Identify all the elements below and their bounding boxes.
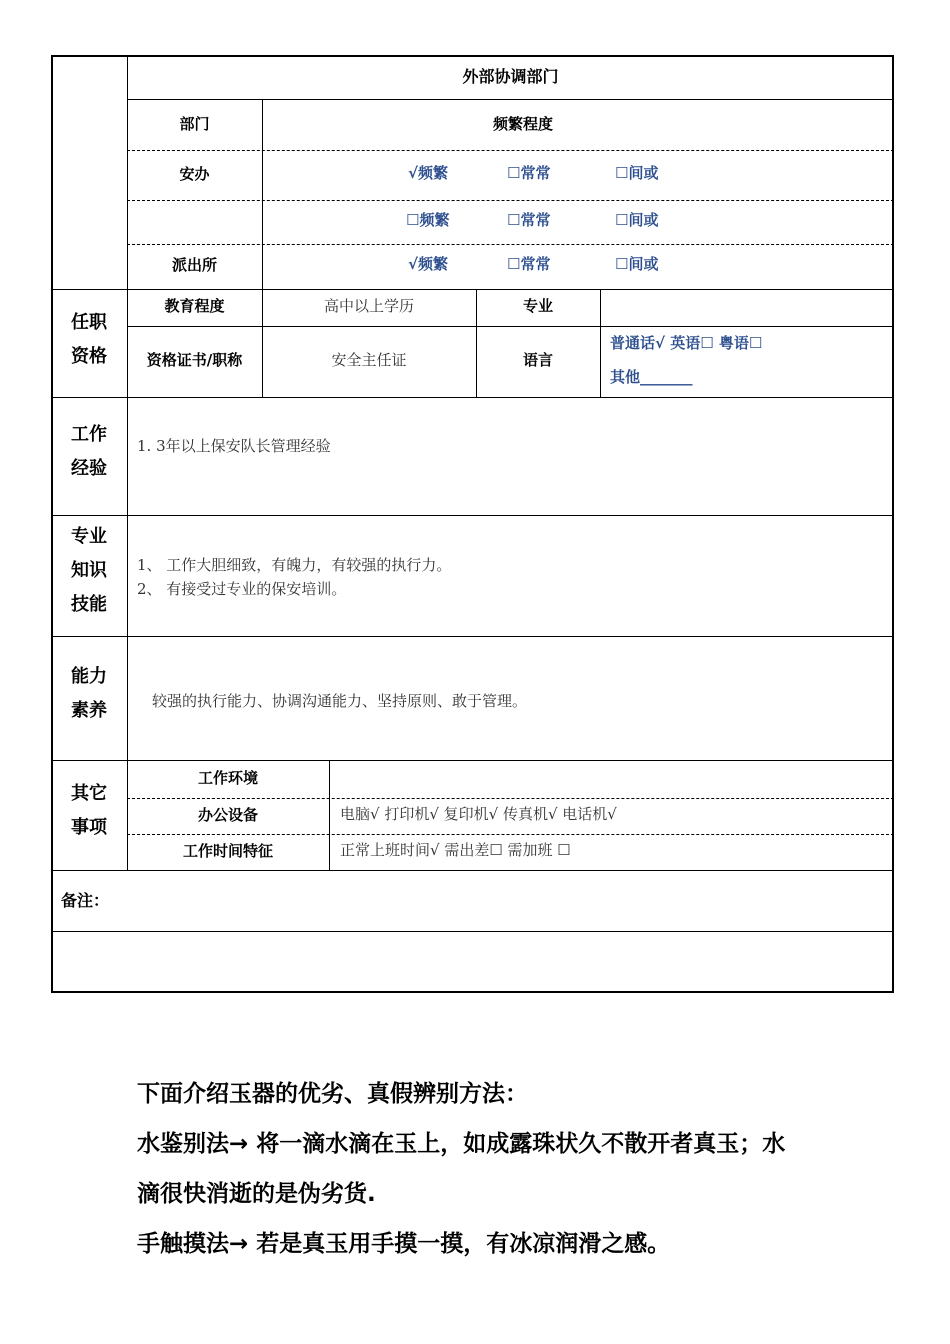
experience-label: 工作 经验 bbox=[71, 424, 107, 479]
article-line: 水鉴别法→ 将一滴水滴在玉上，如成露珠状久不散开者真玉；水 bbox=[137, 1131, 786, 1157]
work-time-value: 正常上班时间√ 需出差☐ 需加班 ☐ bbox=[340, 841, 571, 859]
environment-label: 工作环境 bbox=[197, 769, 258, 787]
ability-text: 较强的执行能力、协调沟通能力、坚持原则、敢于管理。 bbox=[152, 692, 528, 710]
external-title: 外部协调部门 bbox=[462, 67, 559, 86]
divider bbox=[51, 931, 894, 932]
frequency-option: ☐间或 bbox=[615, 211, 659, 229]
article-line: 下面介绍玉器的优劣、真假辨别方法： bbox=[137, 1081, 528, 1107]
major-label: 专业 bbox=[522, 297, 553, 315]
language-other: 其他_______ bbox=[610, 368, 693, 386]
divider bbox=[51, 870, 894, 871]
language-options: 普通话√ 英语☐ 粤语☐ bbox=[610, 334, 763, 352]
frequency-option: √频繁 bbox=[408, 164, 449, 182]
other-label: 其它 事项 bbox=[71, 783, 107, 838]
dept-name: 派出所 bbox=[171, 256, 217, 274]
dashed-divider bbox=[127, 834, 894, 835]
certificate-label: 资格证书/职称 bbox=[146, 351, 243, 369]
divider bbox=[127, 99, 894, 100]
remarks-label: 备注： bbox=[61, 891, 110, 910]
frequency-option: ☐间或 bbox=[615, 164, 659, 182]
skills-label: 专业 知识 技能 bbox=[71, 526, 107, 615]
frequency-option: ☐间或 bbox=[615, 255, 659, 273]
language-label: 语言 bbox=[522, 351, 553, 369]
divider bbox=[127, 326, 894, 327]
dashed-divider bbox=[127, 798, 894, 799]
article-line: 滴很快消逝的是伪劣货. bbox=[137, 1181, 376, 1207]
divider bbox=[51, 397, 894, 398]
frequency-option: ☐常常 bbox=[507, 255, 551, 273]
skill-item: 2、 有接受过专业的保安培训。 bbox=[137, 580, 347, 598]
article-line: 手触摸法→ 若是真玉用手摸一摸，有冰凉润滑之感。 bbox=[137, 1231, 671, 1257]
divider bbox=[51, 515, 894, 516]
education-value: 高中以上学历 bbox=[323, 297, 414, 315]
divider bbox=[51, 289, 894, 290]
skill-item: 1、 工作大胆细致，有魄力，有较强的执行力。 bbox=[137, 556, 452, 574]
education-label: 教育程度 bbox=[164, 297, 225, 315]
divider bbox=[51, 760, 894, 761]
column-divider bbox=[600, 289, 601, 397]
equipment-label: 办公设备 bbox=[197, 806, 258, 824]
frequency-option: √频繁 bbox=[408, 255, 449, 273]
work-time-label: 工作时间特征 bbox=[182, 842, 273, 860]
frequency-column-header: 频繁程度 bbox=[492, 115, 553, 133]
ability-label: 能力 素养 bbox=[71, 666, 107, 721]
frequency-option: ☐常常 bbox=[507, 211, 551, 229]
frequency-option: ☐频繁 bbox=[406, 211, 450, 229]
dept-name: 安办 bbox=[179, 165, 210, 183]
dashed-divider bbox=[127, 150, 894, 151]
divider bbox=[51, 636, 894, 637]
dept-column-header: 部门 bbox=[179, 115, 210, 133]
dashed-divider bbox=[127, 200, 894, 201]
equipment-value: 电脑√ 打印机√ 复印机√ 传真机√ 电话机√ bbox=[340, 805, 617, 823]
dashed-divider bbox=[127, 244, 894, 245]
experience-item: 1. 3年以上保安队长管理经验 bbox=[137, 437, 331, 455]
frequency-option: ☐常常 bbox=[507, 164, 551, 182]
certificate-value: 安全主任证 bbox=[331, 351, 407, 369]
qualification-label: 任职 资格 bbox=[71, 312, 107, 367]
column-divider bbox=[329, 760, 330, 871]
